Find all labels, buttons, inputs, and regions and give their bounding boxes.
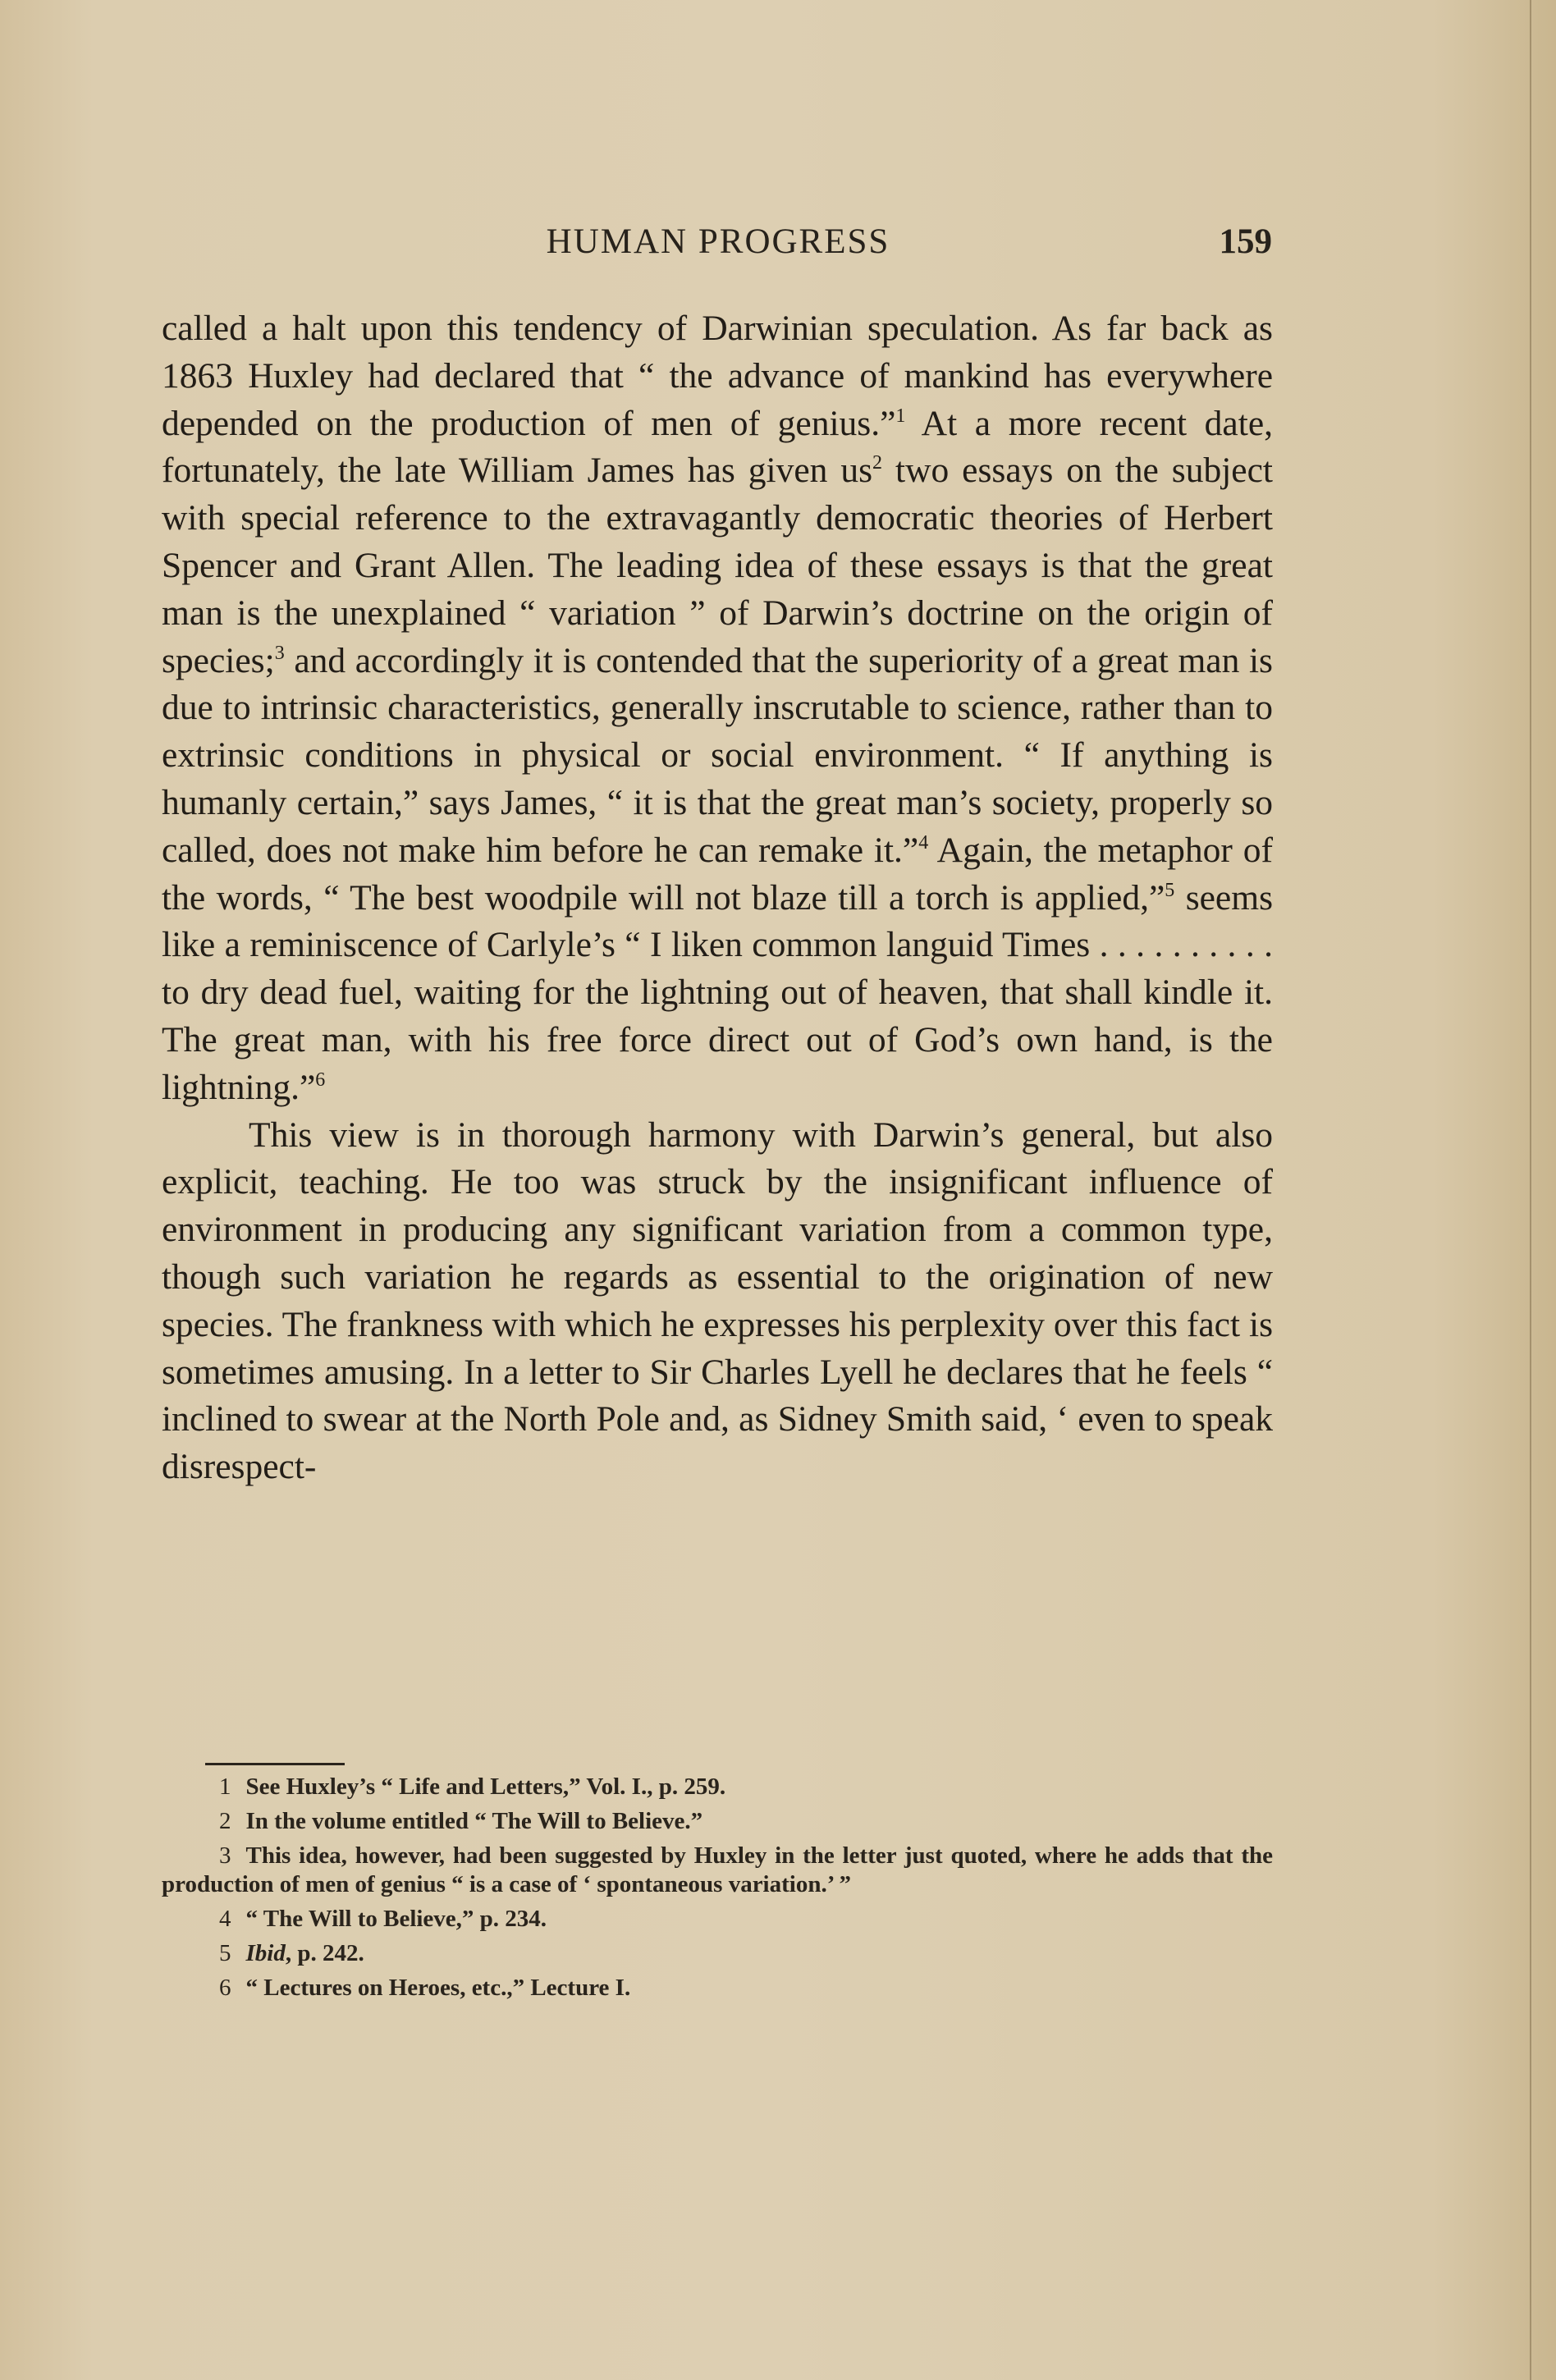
page-edge bbox=[1530, 0, 1531, 2380]
footnote-ref-2: 2 bbox=[872, 452, 883, 474]
footnote-6 bbox=[162, 1974, 1273, 2002]
footnotes bbox=[162, 1773, 1273, 2008]
footnote-text: “ The Will to Believe,” p. 234. bbox=[245, 1906, 547, 1932]
footnote-number: 2 bbox=[219, 1808, 231, 1834]
footnote-2 bbox=[162, 1807, 1273, 1836]
footnote-number: 5 bbox=[219, 1940, 231, 1966]
footnote-text: In the volume entitled “ The Will to Believe.” bbox=[245, 1808, 703, 1834]
body-text bbox=[162, 305, 1273, 1491]
text-run: Again, the metaphor of the words, “ The best woodpile will not blaze till a torch is applied,” bbox=[162, 830, 1273, 918]
footnote-text: “ Lectures on Heroes, etc.,” Lecture I. bbox=[245, 1975, 631, 2001]
footnote-italic: Ibid bbox=[245, 1940, 286, 1966]
footnote-ref-6: 6 bbox=[315, 1069, 326, 1091]
running-title: HUMAN PROGRESS bbox=[546, 222, 890, 261]
footnote-divider bbox=[205, 1763, 345, 1765]
footnote-3 bbox=[162, 1842, 1273, 1899]
footnote-text: See Huxley’s “ Life and Letters,” Vol. I., p. 259. bbox=[245, 1774, 726, 1800]
text-run: At a more recent date, fortunately, the late William James has given us bbox=[162, 403, 1273, 491]
text-run: and accordingly it is contended that the superiority of a great man is due to intrinsic characteristics, generally inscrutable to science, rather than to extrinsic conditions in physical or social environment. “ If anything is humanly certain,” says James, “ it is that the great man’s society, properly so called, does not make him before he can remake it.” bbox=[162, 640, 1273, 870]
footnote-number: 1 bbox=[219, 1774, 231, 1800]
footnote-4 bbox=[162, 1905, 1273, 1934]
page-number: 159 bbox=[1219, 222, 1272, 261]
footnote-ref-1: 1 bbox=[895, 405, 906, 427]
paragraph-1 bbox=[162, 305, 1273, 1112]
paragraph-2: This view is in thorough harmony with Darwin’s general, but also explicit, teaching. He too was struck by the insignificant influence of environment in producing any significant variation from a common type, though such variation he regards as essential to the origination of new species. The frankness with which he expresses his perplexity over this fact is sometimes amusing. In a letter to Sir Charles Lyell he declares that he feels “ inclined to swear at the North Pole and, as Sidney Smith said, ‘ even to speak disrespect- bbox=[162, 1114, 1273, 1487]
footnote-ref-4: 4 bbox=[918, 831, 929, 854]
footnote-number: 3 bbox=[219, 1842, 231, 1869]
text-run: seems like a reminiscence of Carlyle’s “ I liken common languid Times . . . . . . . . . . to dry dead fuel, waiting for the lightning out of heaven, that shall kindle it. The great man, with his free force direct out of God’s own hand, is the lightning.” bbox=[162, 877, 1273, 1107]
footnote-text: This idea, however, had been suggested by Huxley in the letter just quoted, where he adds that the production of men of genius “ is a case of ‘ spontaneous variation.’ ” bbox=[162, 1842, 1273, 1897]
footnote-number: 4 bbox=[219, 1906, 231, 1932]
text-run: called a halt upon this tendency of Darwinian speculation. As far back as 1863 Huxley had declared that “ the advance of mankind has everywhere depended on the production of men of genius.” bbox=[162, 309, 1273, 443]
footnote-number: 6 bbox=[219, 1975, 231, 2001]
footnote-text: , p. 242. bbox=[285, 1940, 364, 1966]
running-head bbox=[164, 222, 1272, 271]
footnote-ref-3: 3 bbox=[274, 642, 285, 664]
footnote-5 bbox=[162, 1939, 1273, 1968]
footnote-ref-5: 5 bbox=[1165, 879, 1175, 901]
text-run: two essays on the subject with special reference to the extravagantly democratic theories of Herbert Spencer and Grant Allen. The leading idea of these essays is that the great man is the unexplained “ variation ” of Darwin’s doctrine on the origin of species; bbox=[162, 451, 1274, 680]
footnote-1 bbox=[162, 1773, 1273, 1801]
